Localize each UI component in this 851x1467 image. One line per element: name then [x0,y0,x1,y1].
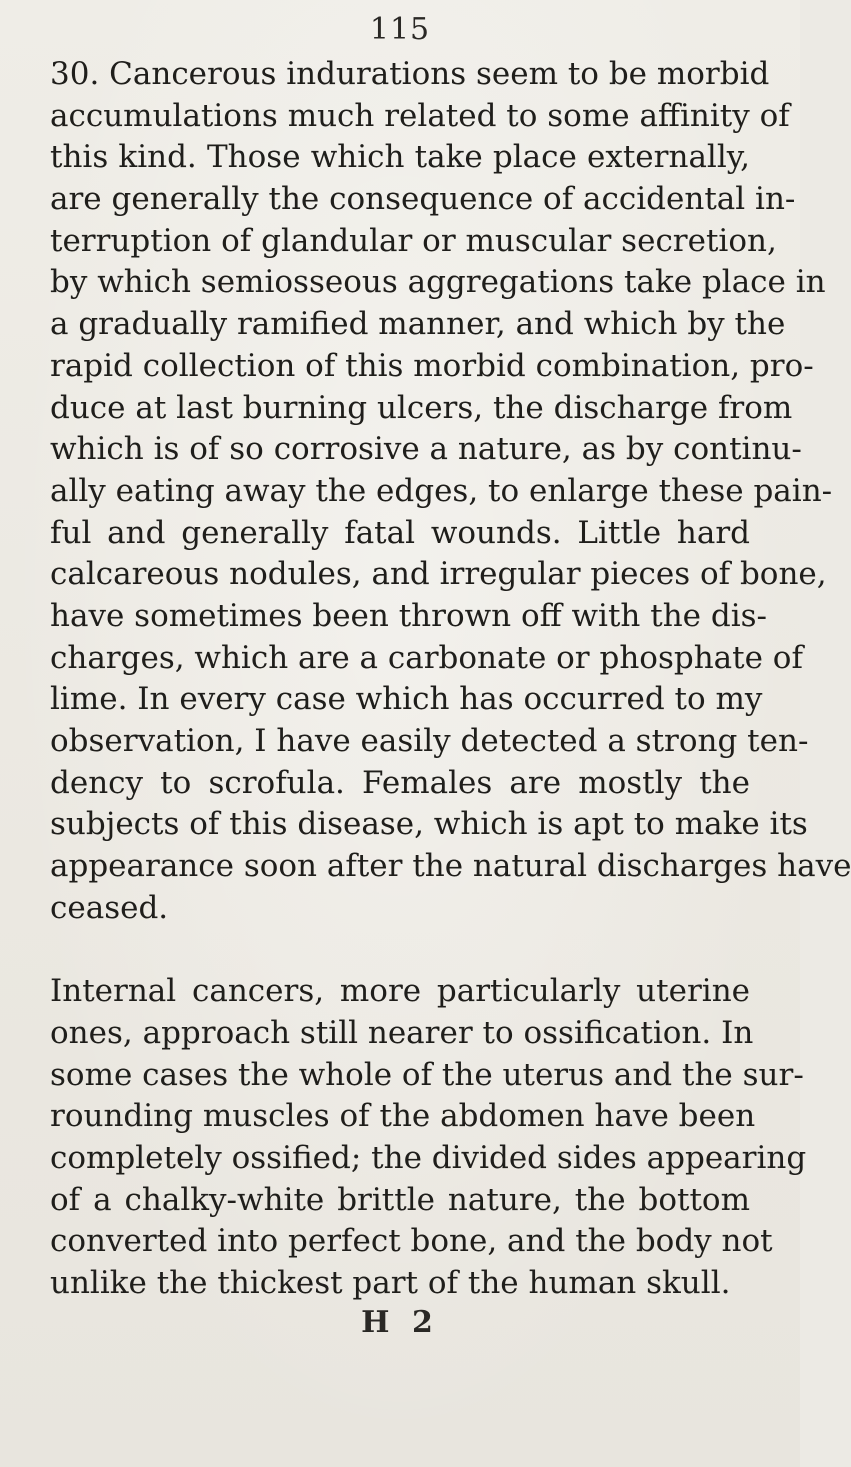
text-line: dency to scrofula. Females are mostly the [50,764,750,801]
text-line: this kind. Those which take place externally, [50,139,750,176]
text-line: terruption of glandular or muscular secretion, [50,222,777,259]
text-line: ally eating away the edges, to enlarge these pain- [50,472,833,509]
body-text [50,54,851,1305]
text-line: rounding muscles of the abdomen have been [50,1098,756,1135]
text-line: have sometimes been thrown off with the dis- [50,597,767,634]
text-line: some cases the whole of the uterus and the sur- [50,1056,804,1093]
text-line: 30. Cancerous indurations seem to be morbid [50,56,770,92]
signature-mark: H 2 [361,1305,439,1340]
text-line: converted into perfect bone, and the body not [50,1223,773,1260]
text-line: subjects of this disease, which is apt to make its [50,806,808,843]
text-line: observation, I have easily detected a strong ten- [50,723,809,759]
text-line: a gradually ramified manner, and which by the [50,306,786,343]
text-line: lime. In every case which has occurred to my [50,681,763,718]
text-line: of a chalky-white brittle nature, the bottom [50,1181,750,1218]
text-line: are generally the consequence of accidental in- [50,181,796,218]
text-line: unlike the thickest part of the human skull. [50,1264,731,1301]
text-line: charges, which are a carbonate or phosphate of [50,639,803,676]
text-line: accumulations much related to some affinity of [50,97,790,134]
text-line: ceased. [50,889,169,926]
text-line: ones, approach still nearer to ossification. In [50,1014,754,1051]
text-line: by which semiosseous aggregations take place in [50,264,826,301]
text-line: ful and generally fatal wounds. Little hard [50,514,750,551]
page-number: 115 [369,12,431,47]
text-line: Internal cancers, more particularly uterine [50,973,750,1010]
text-line: completely ossified; the divided sides appearing [50,1139,807,1176]
text-line: which is of so corrosive a nature, as by continu- [50,431,802,468]
text-line: calcareous nodules, and irregular pieces of bone, [50,556,827,593]
blank-line [50,929,750,971]
text-line: appearance soon after the natural discharges have [50,848,851,885]
text-line: duce at last burning ulcers, the discharge from [50,389,793,426]
text-line: rapid collection of this morbid combination, pro- [50,347,814,384]
